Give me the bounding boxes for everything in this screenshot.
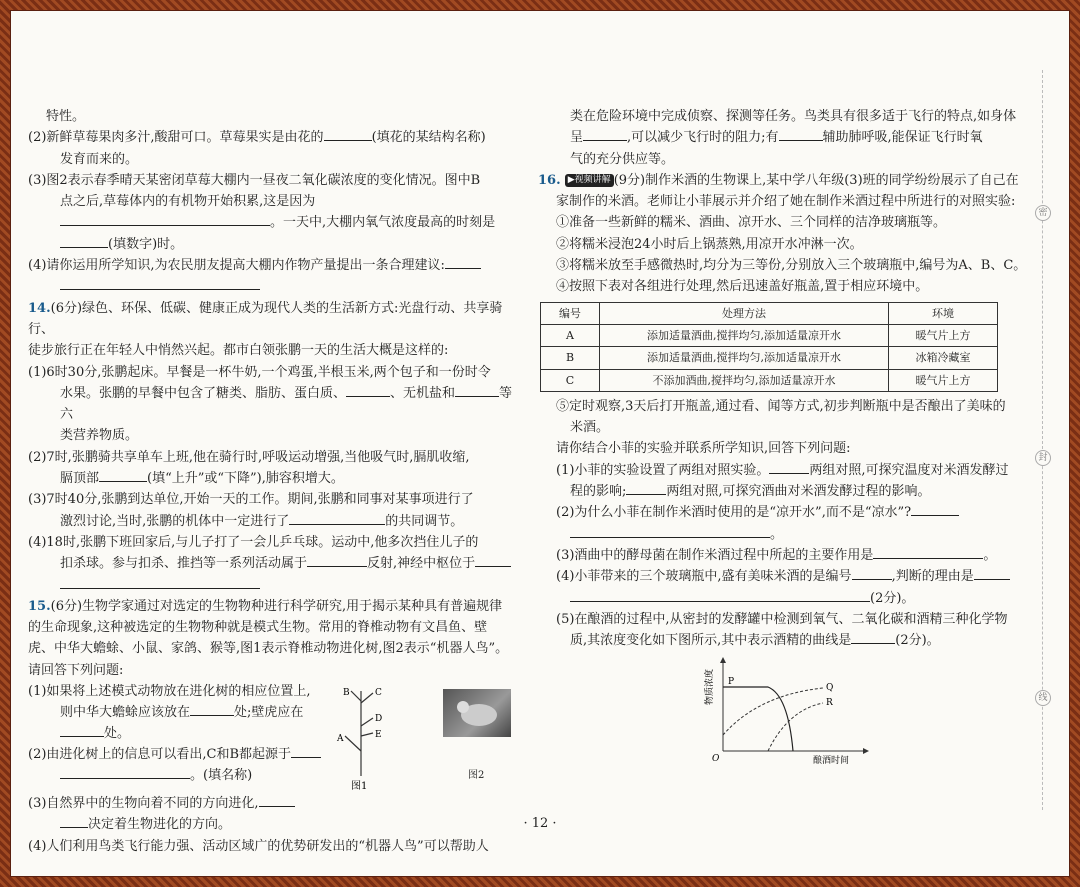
step-line: ③将糯米放至手感微热时,均分为三等份,分别放入三个玻璃瓶中,编号为A、B、C。 bbox=[556, 258, 1027, 274]
answer-blank[interactable] bbox=[190, 702, 234, 716]
text-line: (6分)生物学家通过对选定的生物物种进行科学研究,用于揭示某种具有普遍规律 bbox=[50, 598, 503, 614]
text-line: (3)自然界中的生物向着不同的方向进化, bbox=[28, 796, 259, 812]
text-line: 呈 bbox=[570, 130, 584, 146]
text-line: 两组对照,可探究酒曲对米酒发酵过程的影响。 bbox=[666, 484, 931, 500]
tree-label-a: A bbox=[337, 734, 344, 745]
table-cell: 暖气片上方 bbox=[889, 324, 998, 346]
table-header: 编号 bbox=[541, 302, 600, 324]
concentration-graph bbox=[698, 655, 898, 765]
text-line: (1)小菲的实验设置了两组对照实验。 bbox=[556, 462, 770, 478]
answer-blank[interactable] bbox=[911, 502, 959, 516]
document-page bbox=[10, 10, 1070, 877]
text-line: 质,其浓度变化如下图所示,其中表示酒精的曲线是 bbox=[570, 633, 852, 649]
question-number: 16. bbox=[538, 172, 561, 188]
answer-blank[interactable] bbox=[60, 575, 260, 589]
table-header: 处理方法 bbox=[600, 302, 889, 324]
table-cell: 添加适量酒曲,搅拌均匀,添加适量凉开水 bbox=[600, 324, 889, 346]
text-line: 徒步旅行正在年轻人中悄然兴起。都市白领张鹏一天的生活大概是这样的: bbox=[28, 343, 449, 359]
text-line: 的共同调节。 bbox=[385, 513, 464, 529]
step-line: 米酒。 bbox=[570, 420, 610, 436]
answer-blank[interactable] bbox=[852, 566, 892, 580]
text-line: 家制作的米酒。老师让小菲展示并介绍了她在制作米酒过程中所进行的对照实验: bbox=[556, 194, 1016, 210]
answer-blank[interactable] bbox=[769, 460, 809, 474]
text-line: 、无机盐和 bbox=[390, 385, 456, 401]
text-line: (2)由进化树上的信息可以看出,C和B都起源于 bbox=[28, 747, 292, 763]
text-line: ,可以减少飞行时的阻力;有 bbox=[627, 130, 779, 146]
table-header: 环境 bbox=[889, 302, 998, 324]
step-line: ⑤定时观察,3天后打开瓶盖,通过看、闻等方式,初步判断瓶中是否酿出了美味的 bbox=[556, 398, 1006, 414]
text-line: 两组对照,可探究温度对米酒发酵过 bbox=[809, 462, 1009, 478]
answer-blank[interactable] bbox=[60, 723, 104, 737]
text-line: (1)如果将上述模式动物放在进化树的相应位置上, bbox=[28, 684, 311, 700]
text-line: (2)7时,张鹏骑共享单车上班,他在骑行时,呼吸运动增强,当他吸气时,膈肌收缩, bbox=[28, 449, 470, 465]
left-column bbox=[28, 106, 513, 857]
curve-r bbox=[768, 703, 823, 751]
tree-label-b: B bbox=[343, 688, 350, 699]
text-line: 处;壁虎应在 bbox=[234, 705, 304, 721]
answer-blank[interactable] bbox=[626, 481, 666, 495]
text-line: (2分)。 bbox=[870, 590, 915, 606]
answer-blank[interactable] bbox=[259, 793, 295, 807]
answer-blank[interactable] bbox=[475, 553, 511, 567]
answer-blank[interactable] bbox=[445, 255, 481, 269]
answer-blank[interactable] bbox=[570, 524, 770, 538]
text-line: (1)6时30分,张鹏起床。早餐是一杯牛奶,一个鸡蛋,半根玉米,两个包子和一份时令 bbox=[28, 364, 491, 380]
curve-label-r: R bbox=[826, 698, 833, 709]
answer-blank[interactable] bbox=[60, 765, 190, 779]
step-line: ②将糯米浸泡24小时后上锅蒸熟,用凉开水冲淋一次。 bbox=[556, 236, 863, 252]
text-line: 处。 bbox=[104, 726, 131, 742]
bird-icon bbox=[443, 689, 511, 737]
table-cell: C bbox=[541, 369, 600, 391]
text-line: 气的充分供应等。 bbox=[570, 151, 675, 167]
answer-blank[interactable] bbox=[873, 545, 983, 559]
text-line: (3)酒曲中的酵母菌在制作米酒过程中所起的主要作用是 bbox=[556, 547, 874, 563]
table-cell: 冰箱冷藏室 bbox=[889, 347, 998, 369]
binding-mark: 线 bbox=[1035, 690, 1051, 706]
question-number: 14. bbox=[28, 300, 51, 316]
text-line: (5)在酿酒的过程中,从密封的发酵罐中检测到氧气、二氧化碳和酒精三种化学物 bbox=[556, 611, 1008, 627]
answer-blank[interactable] bbox=[779, 127, 823, 141]
text-line: 激烈讨论,当时,张鹏的机体中一定进行了 bbox=[60, 513, 290, 529]
text-line: 特性。 bbox=[46, 109, 86, 124]
text-line: (2)新鲜草莓果肉多汁,酸甜可口。草莓果实是由花的 bbox=[28, 130, 324, 146]
text-line: 则中华大蟾蜍应该放在 bbox=[60, 705, 191, 721]
text-line: (4)人们利用鸟类飞行能力强、活动区域广的优势研发出的“机器人鸟”可以帮助人 bbox=[28, 838, 489, 854]
answer-blank[interactable] bbox=[60, 276, 260, 290]
text-line: 决定着生物进化的方向。 bbox=[88, 817, 232, 833]
text-line: (填“上升”或“下降”),肺容积增大。 bbox=[147, 471, 344, 487]
answer-blank[interactable] bbox=[851, 630, 895, 644]
text-line: (6分)绿色、环保、低碳、健康正成为现代人类的生活新方式:光盘行动、共享骑行、 bbox=[28, 300, 503, 337]
table-row bbox=[541, 369, 998, 391]
text-line: 膈顶部 bbox=[60, 471, 100, 487]
table-cell: 不添加酒曲,搅拌均匀,添加适量凉开水 bbox=[600, 369, 889, 391]
text-line: (2分)。 bbox=[895, 633, 940, 649]
answer-blank[interactable] bbox=[346, 383, 390, 397]
curve-label-q: Q bbox=[826, 683, 834, 694]
curve-label-p: P bbox=[728, 677, 735, 688]
table-row bbox=[541, 347, 998, 369]
text-line: (3)7时40分,张鹏到达单位,开始一天的工作。期间,张鹏和同事对某事项进行了 bbox=[28, 492, 474, 508]
video-explanation-button[interactable]: ▶视频讲解 bbox=[565, 174, 614, 187]
figure-2-caption: 图2 bbox=[468, 770, 485, 782]
text-line: (4)小菲带来的三个玻璃瓶中,盛有美味米酒的是编号 bbox=[556, 569, 852, 585]
text-line: 反射,神经中枢位于 bbox=[367, 556, 476, 572]
origin-label: O bbox=[712, 754, 720, 765]
text-line: 。(填名称) bbox=[190, 768, 253, 784]
answer-blank[interactable] bbox=[455, 383, 499, 397]
text-line: (填花的某结构名称) bbox=[371, 130, 486, 146]
question-number: 15. bbox=[28, 598, 51, 614]
y-axis-label: 物质浓度 bbox=[705, 669, 715, 706]
answer-blank[interactable] bbox=[289, 511, 385, 525]
table-row bbox=[541, 324, 998, 346]
step-line: ①准备一些新鲜的糯米、酒曲、凉开水、三个同样的洁净玻璃瓶等。 bbox=[556, 215, 947, 231]
text-line: ,判断的理由是 bbox=[891, 569, 974, 585]
step-line: ④按照下表对各组进行处理,然后迅速盖好瓶盖,置于相应环境中。 bbox=[556, 279, 929, 295]
text-line: 的生命现象,这种被选定的生物物种就是模式生物。常用的脊椎动物有文昌鱼、壁 bbox=[28, 620, 488, 636]
table-cell: 暖气片上方 bbox=[889, 369, 998, 391]
answer-blank[interactable] bbox=[99, 468, 147, 482]
tree-label-d: D bbox=[375, 714, 383, 725]
text-line: 类营养物质。 bbox=[60, 428, 139, 444]
table-cell: A bbox=[541, 324, 600, 346]
text-line: 程的影响; bbox=[570, 484, 627, 500]
text-line: 水果。张鹏的早餐中包含了糖类、脂肪、蛋白质、 bbox=[60, 385, 347, 401]
text-line: 扣杀球。参与扣杀、推挡等一系列活动属于 bbox=[60, 556, 308, 572]
text-line: 等六 bbox=[60, 385, 513, 423]
evolution-tree-diagram bbox=[333, 681, 413, 791]
table-cell: B bbox=[541, 347, 600, 369]
text-line: (填数字)时。 bbox=[108, 236, 184, 252]
figure-1-caption: 图1 bbox=[351, 781, 368, 792]
answer-blank[interactable] bbox=[60, 234, 108, 248]
text-line: 辅助肺呼吸,能保证飞行时氧 bbox=[822, 130, 983, 146]
curve-q bbox=[723, 688, 823, 735]
answer-blank[interactable] bbox=[583, 127, 627, 141]
page-number: · 12 · bbox=[523, 816, 557, 831]
text-line: (4)请你运用所学知识,为农民朋友提高大棚内作物产量提出一条合理建议: bbox=[28, 258, 445, 274]
text-line: 点之后,草莓体内的有机物开始积累,这是因为 bbox=[60, 194, 316, 210]
text-line: 虎、中华大蟾蜍、小鼠、家鸽、猴等,图1表示脊椎动物进化树,图2表示“机器人鸟”。 bbox=[28, 641, 509, 657]
binding-mark: 密 bbox=[1035, 205, 1051, 221]
text-line: 类在危险环境中完成侦察、探测等任务。鸟类具有很多适于飞行的特点,如身体 bbox=[570, 109, 1017, 124]
table-cell: 添加适量酒曲,搅拌均匀,添加适量凉开水 bbox=[600, 347, 889, 369]
answer-blank[interactable] bbox=[570, 588, 870, 602]
answer-blank[interactable] bbox=[60, 212, 270, 226]
robot-bird-photo bbox=[443, 689, 511, 737]
answer-blank[interactable] bbox=[324, 127, 372, 141]
text-line: (3)图2表示春季晴天某密闭草莓大棚内一昼夜二氧化碳浓度的变化情况。图中B bbox=[28, 172, 481, 188]
tree-label-e: E bbox=[375, 730, 382, 741]
answer-blank[interactable] bbox=[307, 553, 367, 567]
right-column bbox=[538, 106, 1028, 773]
text-line: 。 bbox=[770, 526, 784, 542]
figure-row bbox=[28, 681, 513, 793]
answer-blank[interactable] bbox=[291, 744, 321, 758]
text-line: 发育而来的。 bbox=[60, 151, 139, 167]
experiment-table bbox=[540, 302, 998, 392]
x-axis-label: 酿酒时间 bbox=[813, 756, 850, 766]
text-line: (2)为什么小菲在制作米酒时使用的是“凉开水”,而不是“凉水”? bbox=[556, 505, 912, 521]
text-line: (9分)制作米酒的生物课上,某中学八年级(3)班的同学纷纷展示了自己在 bbox=[613, 172, 1019, 188]
text-line: 请你结合小菲的实验并联系所学知识,回答下列问题: bbox=[556, 441, 851, 457]
tree-label-c: C bbox=[375, 688, 382, 699]
answer-blank[interactable] bbox=[974, 566, 1010, 580]
text-line: 。一天中,大棚内氧气浓度最高的时刻是 bbox=[270, 215, 496, 231]
text-line: 请回答下列问题: bbox=[28, 662, 124, 678]
text-line: 。 bbox=[983, 547, 997, 563]
text-line: (4)18时,张鹏下班回家后,与儿子打了一会儿乒乓球。运动中,他多次挡住儿子的 bbox=[28, 534, 479, 550]
binding-mark: 封 bbox=[1035, 450, 1051, 466]
